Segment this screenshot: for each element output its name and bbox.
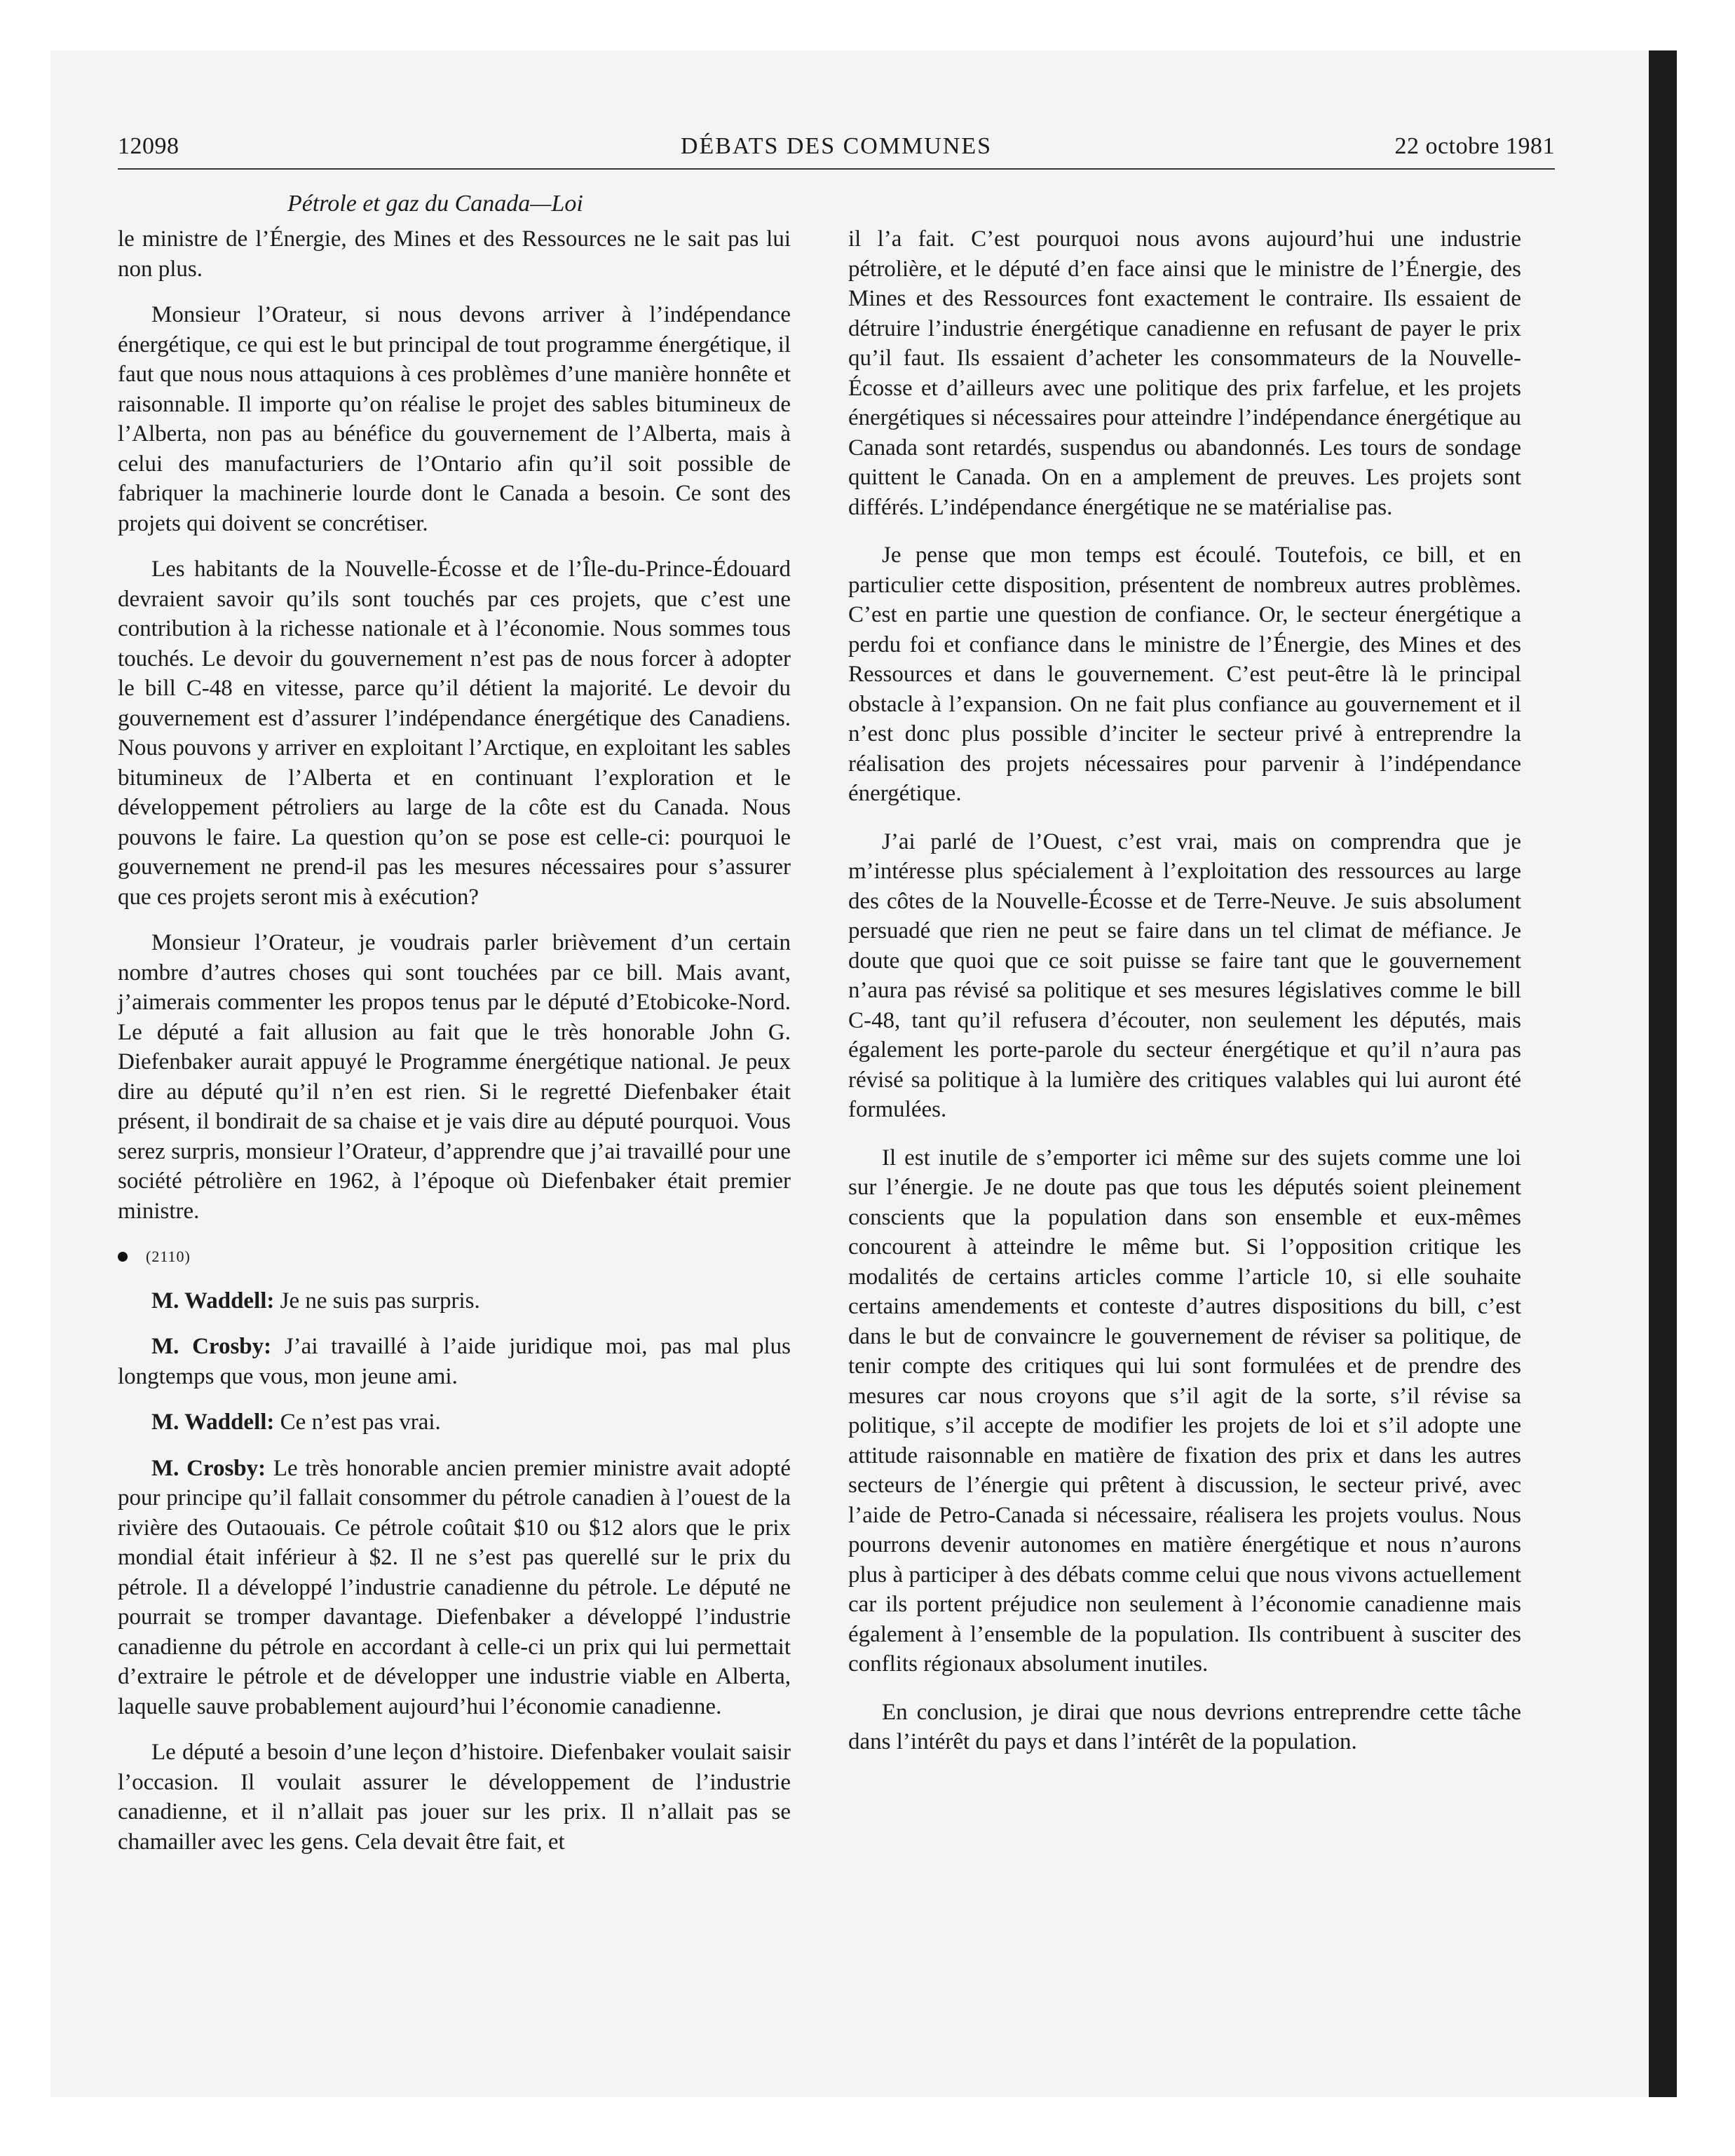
time-marker — [118, 1242, 791, 1272]
speech-paragraph — [118, 1286, 791, 1316]
speech-text: Je ne suis pas surpris. — [274, 1288, 480, 1314]
paragraph: J’ai parlé de l’Ouest, c’est vrai, mais on comprendra que je m’intéresse plus spécialement à l’exploitation des ressources au large des côtes de la Nouvelle-Écosse et de Terre-Neuve. Je suis absolument persuadé que rien ne peut se faire dans un tel climat de méfiance. Je doute que quoi que ce soit puisse se faire tant que le gouvernement n’aura pas révisé sa politique et ses mesures législatives comme le bill C-48, tant qu’il refusera d’écouter, non seulement les députés, mais également les porte-parole du secteur énergétique et qu’il n’aura pas révisé sa politique à la lumière des critiques valables qui lui auront été formulées. — [848, 828, 1521, 1122]
page-date: 22 octobre 1981 — [1394, 133, 1555, 159]
speech-text: Le très honorable ancien premier ministre avait adopté pour principe qu’il fallait consommer du pétrole canadien à l’ouest de la rivière des Outaouais. Ce pétrole coûtait $10 ou $12 alors que le prix mondial était inférieur à $2. Il ne s’est pas querellé sur le prix du pétrole. Il a développé l’industrie canadienne du pétrole. Le député ne pourrait se tromper davantage. Diefenbaker a développé l’industrie canadienne du pétrole en accordant à celle-ci un prix qui lui permettait d’extraire le pétrole et de développer une industrie viable en Alberta, laquelle sauve probablement aujourd’hui l’économie canadienne. — [118, 1455, 791, 1719]
page-number: 12098 — [118, 133, 179, 159]
speaker-name: M. Crosby: — [151, 1334, 272, 1359]
paragraph: Monsieur l’Orateur, je voudrais parler brièvement d’un certain nombre d’autres choses qui sont touchées par ce bill. Mais avant, j’aimerais commenter les propos tenus par le député d’Etobicoke-Nord. Le député a fait allusion au fait que le très honorable John G. Diefenbaker aurait appuyé le Programme énergétique national. Je peux dire au député qu’il n’en est rien. Si le regretté Diefenbaker était présent, il bondirait de sa chaise et je vais dire au député pourquoi. Vous serez surpris, monsieur l’Orateur, d’apprendre que j’ai travaillé pour une société pétrolière en 1962, à l’époque où Diefenbaker était premier ministre. — [118, 930, 791, 1224]
paragraph: Monsieur l’Orateur, si nous devons arriver à l’indépendance énergétique, ce qui est le but principal de tout programme énergétique, il faut que nous nous attaquions à ces problèmes d’une manière honnête et raisonnable. Il importe qu’on réalise le projet des sables bitumineux de l’Alberta, non pas au bénéfice du gouvernement de l’Alberta, mais à celui des manufacturiers de l’Ontario afin qu’il soit possible de fabriquer la machinerie lourde dont le Canada a besoin. Ce sont des projets qui doivent se concrétiser. — [118, 302, 791, 536]
paragraph: Je pense que mon temps est écoulé. Toutefois, ce bill, et en particulier cette disposition, présentent de nombreux autres problèmes. C’est en partie une question de confiance. Or, le secteur énergétique a perdu foi et confiance dans le ministre de l’Énergie, des Mines et des Ressources et dans le gouvernement. C’est peut-être là le principal obstacle à l’expansion. On ne fait plus confiance au gouvernement et il n’est donc plus possible d’inciter le secteur privé à entreprendre la réalisation des projets nécessaires pour parvenir à l’indépendance énergétique. — [848, 543, 1521, 806]
page-header — [118, 133, 1555, 168]
speech-text: J’ai travaillé à l’aide juridique moi, pas mal plus longtemps que vous, mon jeune ami. — [118, 1334, 791, 1389]
bullet-icon — [118, 1252, 128, 1262]
header-rule — [118, 168, 1555, 170]
speech-paragraph — [118, 1332, 791, 1391]
paragraph: Le député a besoin d’une leçon d’histoire. Diefenbaker voulait saisir l’occasion. Il voulait assurer le développement de l’industrie canadienne, et il n’allait pas jouer sur les prix. Il n’allait pas se chamailler avec les gens. Cela devait être fait, et — [118, 1740, 791, 1855]
left-column — [118, 224, 791, 1873]
publication-title: DÉBATS DES COMMUNES — [680, 133, 993, 159]
speech-paragraph — [118, 1454, 791, 1722]
scan-edge-bar — [1649, 50, 1677, 2097]
paragraph: En conclusion, je dirai que nous devrions entreprendre cette tâche dans l’intérêt du pays et dans l’intérêt de la population. — [848, 1699, 1521, 1754]
time-marker-label: (2110) — [146, 1248, 191, 1265]
paragraph: le ministre de l’Énergie, des Mines et des Ressources ne le sait pas lui non plus. — [118, 226, 791, 282]
speaker-name: M. Crosby: — [151, 1455, 266, 1481]
speaker-name: M. Waddell: — [151, 1410, 275, 1435]
speech-text: Ce n’est pas vrai. — [274, 1410, 441, 1435]
speech-paragraph — [118, 1407, 791, 1438]
speaker-name: M. Waddell: — [151, 1288, 275, 1314]
section-subheading: Pétrole et gaz du Canada—Loi — [287, 191, 583, 217]
right-column — [848, 224, 1521, 1773]
paragraph: Il est inutile de s’emporter ici même sur des sujets comme une loi sur l’énergie. Je ne doute pas que tous les députés soient pleinement conscients que la population dans son ensemble et eux-mêmes concourent à atteindre le même but. Si l’opposition critique les modalités de certains articles comme l’article 10, si elle souhaite certains amendements et conteste d’autres dispositions du bill, c’est dans le but de convaincre le gouvernement de réviser sa politique, de tenir compte des critiques qui lui sont formulées et de prendre des mesures car nous croyons que s’il agit de la sorte, s’il révise sa politique, s’il accepte de modifier les projets de loi et s’il adopte une attitude raisonnable en matière de fixation des prix et dans les autres secteurs de l’énergie qui prêtent à discussion, le secteur privé, avec l’aide de Petro-Canada si nécessaire, réalisera les projets voulus. Nous pourrons devenir autonomes en matière énergétique et nous n’aurons plus à participer à des débats comme celui que nous vivons actuellement car ils portent préjudice non seulement à l’économie canadienne mais également à l’ensemble de la population. Ils contribuent à susciter des conflits régionaux absolument inutiles. — [848, 1145, 1521, 1677]
paragraph: Les habitants de la Nouvelle-Écosse et de l’Île-du-Prince-Édouard devraient savoir qu’ils sont touchés par ces projets, que c’est une contribution à la richesse nationale et à l’économie. Nous sommes tous touchés. Le devoir du gouvernement n’est pas de nous forcer à adopter le bill C-48 en vitesse, parce qu’il détient la majorité. Le devoir du gouvernement est d’assurer l’indépendance énergétique des Canadiens. Nous pouvons y arriver en exploitant l’Arctique, en exploitant les sables bitumineux de l’Alberta et en continuant l’exploration et le développement pétroliers au large de la côte est du Canada. Nous pouvons le faire. La question qu’on se pose est celle-ci: pourquoi le gouvernement ne prend-il pas les mesures nécessaires pour s’assurer que ces projets seront mis à exécution? — [118, 557, 791, 910]
paragraph: il l’a fait. C’est pourquoi nous avons aujourd’hui une industrie pétrolière, et le député d’en face ainsi que le ministre de l’Énergie, des Mines et des Ressources font exactement le contraire. Ils essaient de détruire l’industrie énergétique canadienne en refusant de payer le prix qu’il faut. Ils essaient d’acheter les consommateurs de la Nouvelle-Écosse et d’ailleurs avec une politique des prix farfelue, et les projets énergétiques si nécessaires pour atteindre l’indépendance énergétique au Canada sont retardés, suspendus ou abandonnés. Les tours de sondage quittent le Canada. On en a amplement de preuves. Les projets sont différés. L’indépendance énergétique ne se matérialise pas. — [848, 226, 1521, 520]
